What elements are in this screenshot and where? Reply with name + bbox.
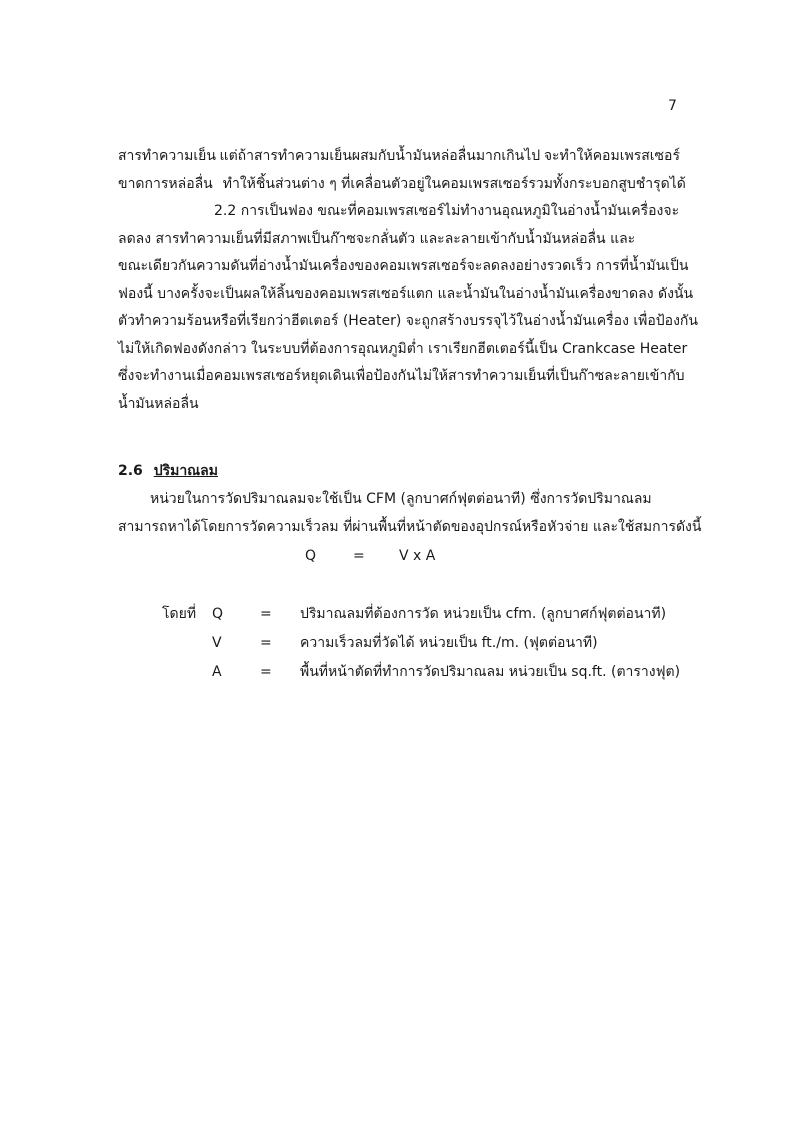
variable-definitions xyxy=(162,600,680,687)
definition-row xyxy=(162,658,680,687)
text-line xyxy=(118,143,680,171)
text-line: หน่วยในการวัดปริมาณลมจะใช้เป็น CFM (ลูกบาศก์ฟุตต่อนาที) ซึ่งการวัดปริมาณลม xyxy=(150,491,652,507)
text-line: ขณะเดียวกันความดันที่อ่างน้ำมันเครื่องของคอมเพรสเซอร์จะลดลงอย่างรวดเร็ว การที่น้ำมันเป็น xyxy=(118,258,689,274)
definition-text: ปริมาณลมที่ต้องการวัด หน่วยเป็น cfm. (ลูกบาศก์ฟุตต่อนาที) xyxy=(300,606,667,622)
section-heading xyxy=(118,456,680,486)
text-segment: สารทำความเย็น xyxy=(118,148,216,164)
text-line: สามารถหาได้โดยการวัดความเร็วลม ที่ผ่านพื้นที่หน้าตัดของอุปกรณ์หรือหัวจ่าย และใช้สมการดังนี้ xyxy=(118,518,702,535)
formula-equals: = xyxy=(353,548,365,564)
formula-rhs: V x A xyxy=(399,548,436,564)
body-text xyxy=(118,143,702,541)
definition-equals: = xyxy=(260,664,272,680)
definition-symbol: V xyxy=(212,635,222,651)
airflow-formula xyxy=(305,548,435,564)
definitions-lead: โดยที่ xyxy=(162,606,197,622)
definition-text: พื้นที่หน้าตัดที่ทำการวัดปริมาณลม หน่วยเป็น sq.ft. (ตารางฟุต) xyxy=(300,664,681,680)
text-line: ซึ่งจะทำงานเมื่อคอมเพรสเซอร์หยุดเดินเพื่อป้องกันไม่ให้สารทำความเย็นที่เป็นก๊าซละลายเข้ากับ xyxy=(118,368,685,384)
text-segment: ขาดการหล่อลื่น xyxy=(118,175,213,192)
text-line: น้ำมันหล่อลื่น xyxy=(118,395,199,412)
page-number: 7 xyxy=(668,98,677,114)
definition-symbol: Q xyxy=(212,606,224,622)
text-segment: จะทำให้คอมเพรสเซอร์ xyxy=(543,148,680,164)
text-segment: ทำให้ชิ้นส่วนต่าง ๆ ที่เคลื่อนตัวอยู่ในคอมเพรสเซอร์รวมทั้งกระบอกสูบชำรุดได้ xyxy=(222,175,686,192)
definition-row xyxy=(162,600,680,629)
section-number: 2.6 xyxy=(118,463,143,479)
text-line xyxy=(118,171,686,199)
definition-equals: = xyxy=(260,635,272,651)
text-line: ตัวทำความร้อนหรือที่เรียกว่าฮีตเตอร์ (Heater) จะถูกสร้างบรรจุไว้ในอ่างน้ำมันเครื่อง เพื่อป้องกัน xyxy=(118,313,698,329)
text-line: ไม่ให้เกิดฟองดังกล่าว ในระบบที่ต้องการอุณหภูมิต่ำ เราเรียกฮีตเตอร์นี้เป็น Crankcase Heater xyxy=(118,340,688,357)
definition-symbol: A xyxy=(212,664,222,680)
text-line: ฟองนี้ บางครั้งจะเป็นผลให้ลิ้นของคอมเพรสเซอร์แตก และน้ำมันในอ่างน้ำมันเครื่องขาดลง ดังนั้น xyxy=(118,285,694,302)
definition-row xyxy=(162,629,680,658)
formula-lhs: Q xyxy=(305,548,317,564)
text-line: 2.2 การเป็นฟอง ขณะที่คอมเพรสเซอร์ไม่ทำงานอุณหภูมิในอ่างน้ำมันเครื่องจะ xyxy=(214,203,680,219)
text-line: ลดลง สารทำความเย็นที่มีสภาพเป็นก๊าซจะกลั่นตัว และละลายเข้ากับน้ำมันหล่อลื่น และ xyxy=(118,230,636,247)
definition-equals: = xyxy=(260,606,272,622)
definition-text: ความเร็วลมที่วัดได้ หน่วยเป็น ft./m. (ฟุตต่อนาที) xyxy=(300,635,598,651)
section-title: ปริมาณลม xyxy=(153,463,218,479)
text-segment: แต่ถ้าสารทำความเย็นผสมกับน้ำมันหล่อลื่นมากเกินไป xyxy=(219,148,541,164)
